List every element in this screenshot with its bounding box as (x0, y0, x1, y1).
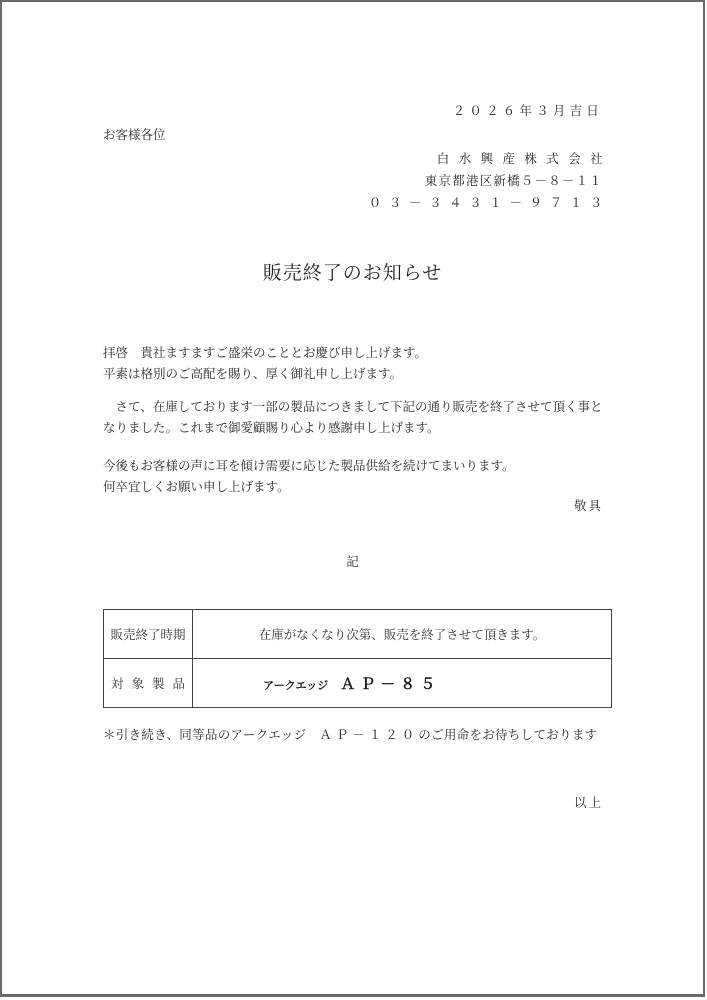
document-date: ２０２６年３月吉日 (452, 103, 603, 118)
greeting-paragraph (103, 342, 427, 384)
sender-phone: ０３－３４３１－９７１３ (368, 195, 610, 210)
main-paragraph (103, 396, 603, 438)
table-label-end-period: 販売終了時期 (104, 610, 193, 659)
note-model: ＡＰ－１２０ (319, 727, 419, 742)
ki-heading: 記 (346, 554, 359, 569)
greeting-line-2: 平素は格別のご高配を賜り、厚く御礼申し上げます。 (103, 366, 403, 381)
closing-line-1: 今後もお客様の声に耳を傾け需要に応じた製品供給を続けてまいります。 (103, 458, 515, 473)
note-prefix: ＊引き続き、同等品のアークエッジ (103, 727, 320, 742)
note-suffix: のご用命をお待ちしております (418, 727, 598, 742)
table-row (104, 659, 612, 708)
table-row (104, 610, 612, 659)
main-line-2: なりました。これまで御愛顧賜り心より感謝申し上げます。 (103, 420, 440, 435)
closing-paragraph (103, 455, 515, 497)
sender-address: 東京都港区新橋５－８－１１ (424, 173, 603, 188)
table-value-end-period: 在庫がなくなり次第、販売を終了させて頂きます。 (193, 610, 612, 659)
product-name: アークエッジ (263, 678, 329, 692)
sender-block (368, 148, 612, 214)
main-line-1: さて、在庫しております一部の製品につきまして下記の通り販売を終了させて頂く事と (103, 399, 603, 414)
closing-word: 敬具 (573, 498, 603, 513)
greeting-line-1: 拝啓 貴社ますますご盛栄のこととお慶び申し上げます。 (103, 345, 428, 360)
note-line (103, 727, 597, 743)
table-value-product (193, 659, 612, 708)
end-mark: 以上 (573, 795, 603, 810)
table-label-product-text: 対象製品 (110, 676, 193, 691)
table-label-product (104, 659, 193, 708)
sender-company: 白水興産株式会社 (436, 151, 612, 166)
product-model: ＡＰ－８５ (340, 674, 441, 693)
recipient: お客様各位 (103, 127, 166, 142)
document-title: 販売終了のお知らせ (262, 262, 443, 284)
closing-line-2: 何卒宜しくお願い申し上げます。 (103, 479, 290, 494)
details-table (103, 609, 612, 708)
